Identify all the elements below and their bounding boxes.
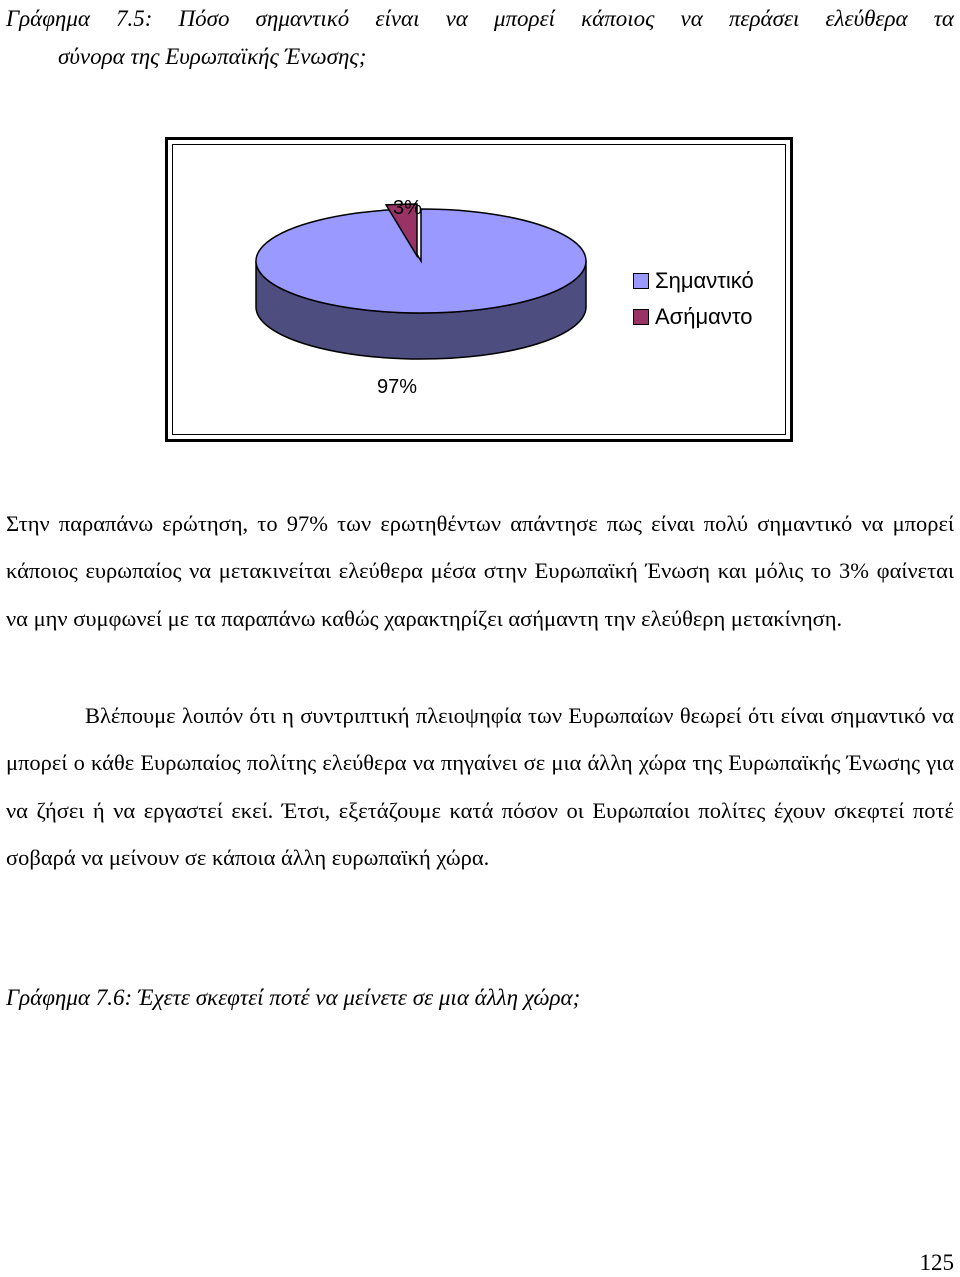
figure-caption-7-5-line2: σύνορα της Ευρωπαϊκής Ένωσης; [58,44,367,69]
paragraph: Βλέπουμε λοιπόν ότι η συντριπτική πλειοψηφία των Ευρωπαίων θεωρεί ότι είναι σημαντικό να μπορεί ο κάθε Ευρωπαίος πολίτης ελεύθερα να πηγαίνει σε μια άλλη χώρα της Ευρωπαϊκής Ένωσης για να ζήσει ή να εργαστεί εκεί. Έτσι, εξετάζουμε κατά πόσον οι Ευρωπαίοι πολίτες έχουν σκεφτεί ποτέ σοβαρά να μείνουν σε κάποια άλλη ευρωπαϊκή χώρα. [6,703,954,870]
legend-swatch [633,273,649,289]
chart-legend [633,263,754,335]
legend-label: Ασήμαντο [655,304,753,329]
data-label-97: 97% [377,376,418,398]
legend-item [633,263,754,299]
pie-chart-area [172,144,786,435]
legend-item [633,299,754,335]
pie-chart-frame [165,137,793,442]
legend-label: Σημαντικό [655,268,754,293]
pie-slice-1 [256,209,586,313]
legend-swatch [633,309,649,325]
data-label-3: 3% [393,197,422,219]
page-number: 125 [919,1250,954,1275]
figure-caption-7-6: Γράφημα 7.6: Έχετε σκεφτεί ποτέ να μείνετε σε μια άλλη χώρα; [6,985,581,1010]
paragraph: Στην παραπάνω ερώτηση, το 97% των ερωτηθέντων απάντησε πως είναι πολύ σημαντικό να μπορεί κάποιος ευρωπαίος να μετακινείται ελεύθερα μέσα στην Ευρωπαϊκή Ένωση και μόλις το 3% φαίνεται να μην συμφωνεί με τα παραπάνω καθώς χαρακτηρίζει ασήμαντη την ελεύθερη μετακίνηση. [6,511,954,631]
figure-caption-7-5-line1: Γράφημα 7.5: Πόσο σημαντικό είναι να μπορεί κάποιος να περάσει ελεύθερα τα [6,6,954,31]
